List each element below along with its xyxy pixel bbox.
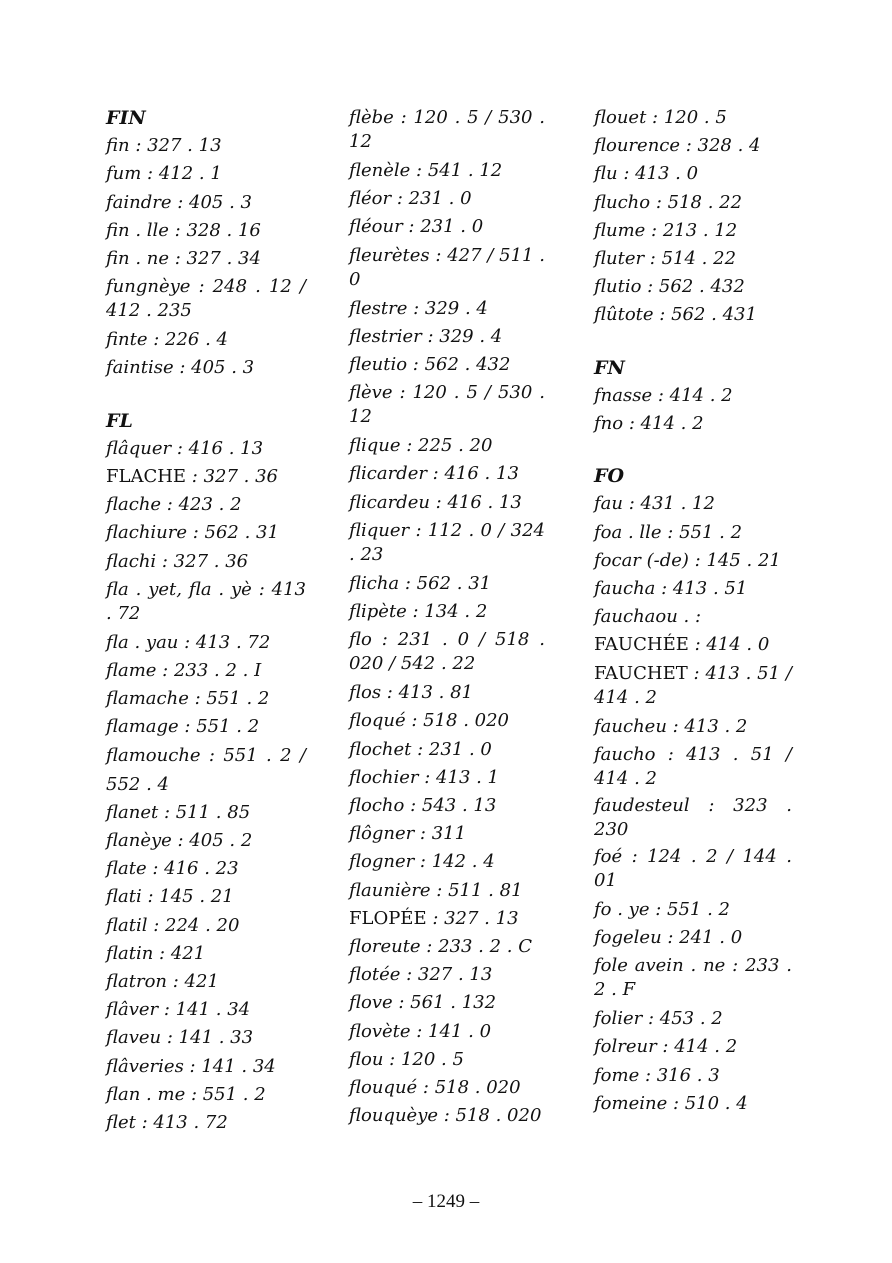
index-entry: flucho : 518 . 22 (594, 191, 743, 213)
index-entry: flovète : 141 . 0 (349, 1020, 492, 1042)
index-entry: faucheu : 413 . 2 (594, 715, 748, 737)
index-column-3 (594, 104, 792, 1118)
index-entry: flochet : 231 . 0 (349, 738, 492, 760)
entry-reference: : 327 . 13 (426, 907, 519, 929)
index-column-1 (106, 104, 306, 1137)
index-entry: flenèle : 541 . 12 (349, 160, 503, 181)
index-entry (106, 463, 306, 491)
page-number: – 1249 – (412, 1191, 480, 1212)
index-entry: flôgner : 311 (349, 823, 467, 845)
index-entry (594, 662, 792, 710)
index-entry: flamage : 551 . 2 (106, 716, 260, 738)
entry-headword: FLOPÉE (349, 907, 427, 929)
index-entry: flâver : 141 . 34 (106, 999, 251, 1021)
index-entry: flache : 423 . 2 (106, 494, 242, 516)
index-entry: flo : 231 . 0 / 518 . 020 / 542 . 22 (349, 629, 545, 675)
index-entry: flogner : 142 . 4 (349, 851, 495, 873)
index-entry: faucha : 413 . 51 (594, 578, 748, 600)
index-entry: flatil : 224 . 20 (106, 914, 240, 936)
index-entry: floreute : 233 . 2 . C (349, 936, 532, 958)
index-entry: flate : 416 . 23 (106, 858, 239, 880)
index-entry: fléour : 231 . 0 (349, 216, 484, 238)
index-entry: fin . ne : 327 . 34 (106, 248, 261, 270)
index-entry: fleutio : 562 . 432 (349, 354, 511, 376)
index-entry: foé : 124 . 2 / 144 . 01 (594, 845, 792, 891)
index-entry: fau : 431 . 12 (594, 493, 715, 515)
index-entry: flèbe : 120 . 5 / 530 . 12 (349, 107, 545, 152)
index-entry: flourence : 328 . 4 (594, 135, 761, 157)
index-entry: flouet : 120 . 5 (594, 107, 727, 128)
index-entry: fléor : 231 . 0 (349, 188, 472, 210)
index-entry: flûtote : 562 . 431 (594, 304, 757, 326)
index-entry: floqué : 518 . 020 (349, 710, 509, 732)
index-entry: faindre : 405 . 3 (106, 191, 253, 213)
section-gap (106, 383, 306, 407)
index-entry: flet : 413 . 72 (106, 1112, 228, 1134)
section-heading: FIN (106, 107, 146, 129)
index-entry: fo . ye : 551 . 2 (594, 898, 730, 920)
index-entry: fin . lle : 328 . 16 (106, 219, 261, 241)
index-entry: flouqué : 518 . 020 (349, 1077, 521, 1099)
index-entry: flutio : 562 . 432 (594, 276, 745, 298)
index-entry: finte : 226 . 4 (106, 329, 228, 351)
index-entry: flicha : 562 . 31 (349, 572, 492, 594)
index-entry (349, 905, 545, 933)
index-entry: flique : 225 . 20 (349, 435, 493, 457)
section-heading: FL (106, 409, 133, 432)
index-entry: flati : 145 . 21 (106, 886, 234, 908)
index-entry: focar (-de) : 145 . 21 (594, 549, 781, 571)
index-entry: folier : 453 . 2 (594, 1008, 723, 1030)
entry-headword: FLACHE (106, 466, 187, 488)
index-entry: flestrier : 329 . 4 (349, 325, 503, 347)
index-entry (594, 631, 792, 659)
index-entry: flan . me : 551 . 2 (106, 1083, 266, 1105)
index-entry: flipète : 134 . 2 (349, 601, 488, 623)
index-entry: faintise : 405 . 3 (106, 357, 255, 379)
index-entry: flos : 413 . 81 (349, 682, 474, 704)
index-entry: fungnèye : 248 . 12 / 412 . 235 (106, 276, 306, 322)
index-entry: fomeine : 510 . 4 (594, 1092, 748, 1114)
index-entry: fno : 414 . 2 (594, 413, 704, 435)
index-entry: flamouche : 551 . 2 / 552 . 4 (106, 745, 306, 795)
index-entry: flamache : 551 . 2 (106, 688, 270, 710)
entry-reference: : 414 . 0 (688, 634, 770, 656)
index-entry: flame : 233 . 2 . I (106, 660, 262, 682)
index-entry: flanet : 511 . 85 (106, 801, 251, 823)
index-entry: fin : 327 . 13 (106, 135, 222, 157)
index-entry: flachiure : 562 . 31 (106, 522, 279, 544)
index-entry: flou : 120 . 5 (349, 1048, 464, 1070)
index-entry: flicardeu : 416 . 13 (349, 491, 522, 513)
section-gap (594, 330, 792, 354)
index-entry: flocho : 543 . 13 (349, 795, 497, 817)
index-entry: flestre : 329 . 4 (349, 297, 488, 319)
entry-reference: : 327 . 36 (186, 466, 278, 488)
index-entry: fnasse : 414 . 2 (594, 384, 733, 406)
section-gap (594, 438, 792, 462)
index-entry: fleurètes : 427 / 511 . 0 (349, 244, 545, 290)
index-entry: flicarder : 416 . 13 (349, 463, 519, 485)
index-entry: flouquèye : 518 . 020 (349, 1105, 542, 1127)
index-entry: flanèye : 405 . 2 (106, 830, 253, 852)
index-entry: fauchaou . : (594, 606, 702, 628)
index-entry: folreur : 414 . 2 (594, 1036, 738, 1058)
index-entry: fogeleu : 241 . 0 (594, 927, 743, 949)
index-entry: flume : 213 . 12 (594, 219, 738, 241)
index-entry: faudesteul : 323 . 230 (594, 794, 792, 840)
entry-headword: FAUCHET (594, 662, 688, 684)
index-entry: flâveries : 141 . 34 (106, 1055, 276, 1077)
index-entry: flu : 413 . 0 (594, 163, 699, 185)
index-entry: fla . yau : 413 . 72 (106, 631, 271, 653)
index-entry: fome : 316 . 3 (594, 1064, 720, 1086)
index-entry: fole avein . ne : 233 . 2 . F (594, 955, 792, 1001)
index-entry: flove : 561 . 132 (349, 992, 497, 1014)
section-heading: FO (594, 465, 625, 488)
index-entry: flatron : 421 (106, 971, 219, 993)
index-entry: fla . yet, fla . yè : 413 . 72 (106, 578, 306, 624)
index-entry: fliquer : 112 . 0 / 324 . 23 (349, 519, 545, 565)
index-entry: flâquer : 416 . 13 (106, 437, 264, 459)
entry-headword: FAUCHÉE (594, 634, 689, 656)
index-entry: foa . lle : 551 . 2 (594, 521, 743, 543)
section-heading: FN (594, 356, 625, 379)
index-entry: flachi : 327 . 36 (106, 550, 249, 572)
index-column-2 (349, 104, 545, 1131)
index-entry: flotée : 327 . 13 (349, 964, 493, 986)
index-entry: fluter : 514 . 22 (594, 248, 737, 270)
index-entry: flève : 120 . 5 / 530 . 12 (349, 382, 545, 428)
entry-reference: : 413 . 51 / 414 . 2 (594, 662, 792, 708)
index-entry: flochier : 413 . 1 (349, 766, 500, 788)
index-entry: flaveu : 141 . 33 (106, 1027, 254, 1049)
index-entry: flaunière : 511 . 81 (349, 879, 523, 901)
index-entry: faucho : 413 . 51 / 414 . 2 (594, 743, 792, 789)
index-entry: flatin : 421 (106, 942, 206, 964)
index-entry: fum : 412 . 1 (106, 163, 222, 185)
